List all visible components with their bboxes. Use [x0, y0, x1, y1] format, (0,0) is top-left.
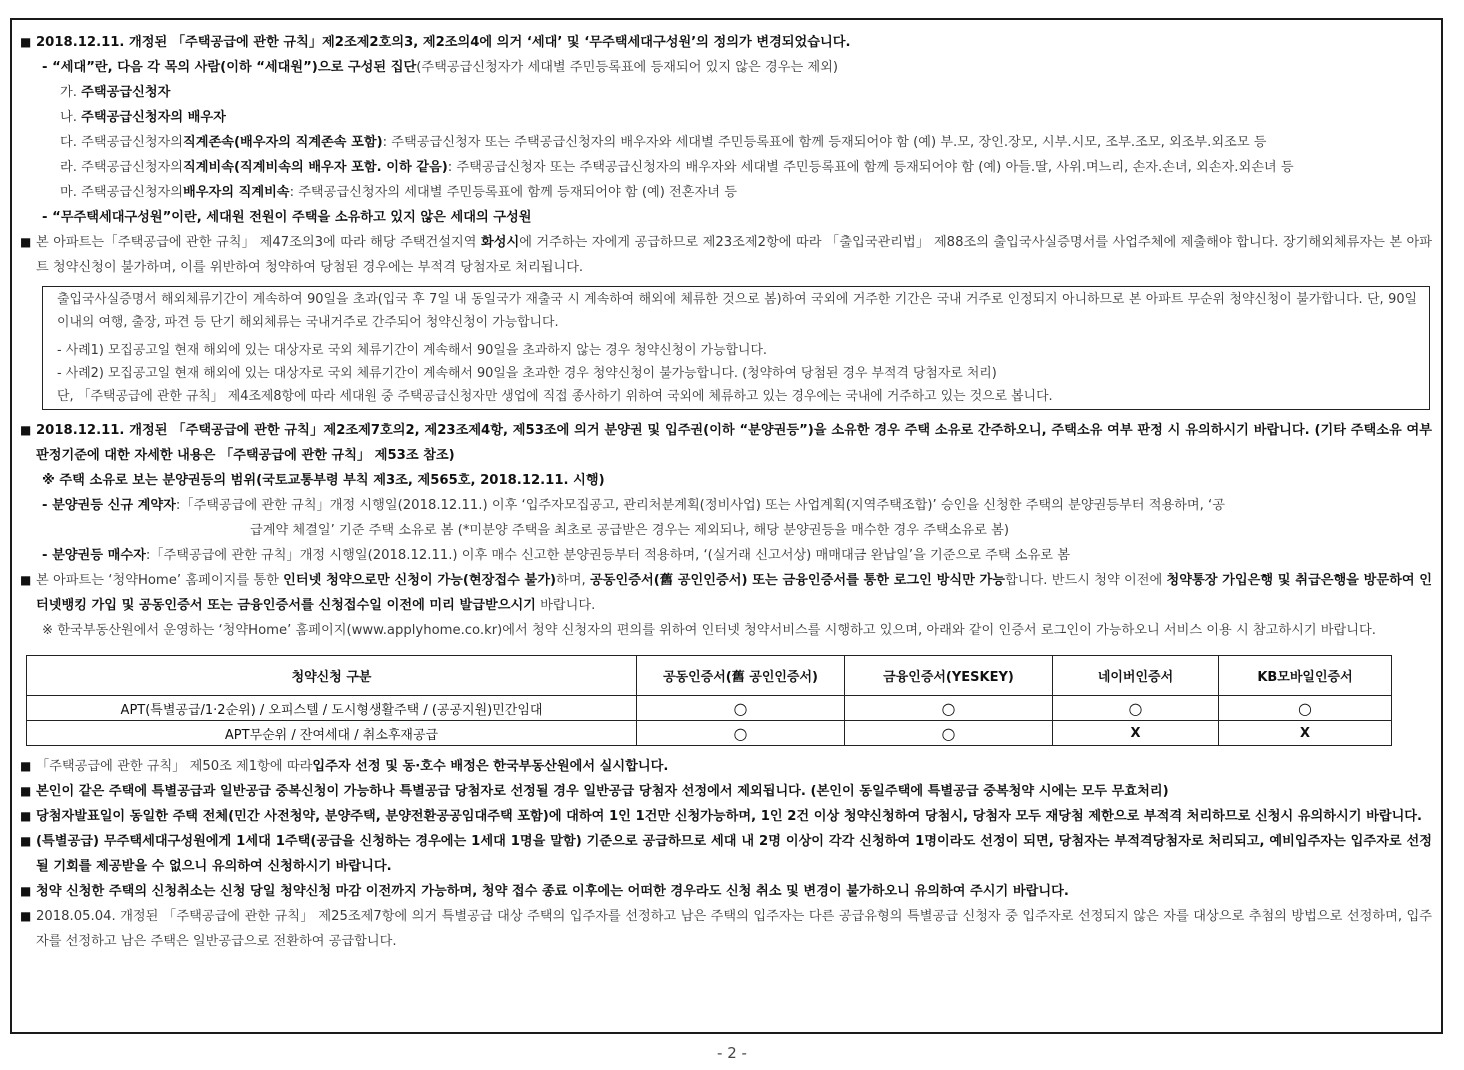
- household-item-ra: 라. 주택공급신청자의 직계비속(직계비속의 배우자 포함. 이하 같음) : 주택공급신청자 또는 주택공급신청자의 배우자와 세대별 주민등록표에 함께 등재되어야 함 (예) 아들.딸, 사위.며느리, 손자.손녀, 외손자.외손녀 등: [60, 160, 1294, 175]
- table-row: [27, 696, 1392, 721]
- col-header-joint-cert: 공동인증서(舊 공인인증서): [637, 656, 845, 696]
- presale-buyer: - 분양권등 매수자 :「주택공급에 관한 규칙」개정 시행일(2018.12.11.) 이후 매수 신고한 분양권등부터 적용하며, ‘(실거래 신고서상) 매매대금 완납일’을 기준으로 주택 소유로 봄: [42, 548, 1070, 563]
- para-household-definition-change: ■ 2018.12.11. 개정된 「주택공급에 관한 규칙」제2조제2호의3, 제2조의4에 의거 ‘세대’ 및 ‘무주택세대구성원’의 정의가 변경되었습니다.: [20, 30, 1432, 55]
- available-mark: ○: [1219, 696, 1392, 721]
- overseas-case-2: - 사례2) 모집공고일 현재 해외에 있는 대상자로 국외 체류기간이 계속해서 90일을 초과한 경우 청약신청이 불가능합니다. (청약하여 당첨된 경우 부적격 당첨자로 처리): [57, 366, 997, 381]
- overseas-stay-notice-box: [42, 286, 1430, 410]
- bullet-square-icon: ■: [20, 35, 32, 49]
- table-row: [27, 721, 1392, 746]
- application-type-cell: APT무순위 / 잔여세대 / 취소후재공급: [27, 721, 637, 746]
- page-number: - 2 -: [717, 1044, 747, 1062]
- available-mark: ○: [637, 721, 845, 746]
- para-online-application: ■ 본 아파트는 ‘청약Home’ 홈페이지를 통한 인터넷 청약으로만 신청이 가능(현장접수 불가)하며, 공동인증서(舊 공인인증서) 또는 금융인증서를 통한 로그인 방식만 가능합니다. 반드시 청약 이전에 청약통장 가입은행 및 취급은행을 방문하여 인터넷뱅킹 가입 및 공동인증서 또는 금융인증서를 신청접수일 이전에 미리 발급받으시기 바랍니다.: [20, 568, 1432, 618]
- presale-new-contract-cont: 급계약 체결일’ 기준 주택 소유로 봄 (*미분양 주택을 최초로 공급받은 경우는 제외되나, 해당 분양권등을 매수한 경우 주택소유로 봄): [250, 523, 1009, 538]
- certificate-table: [26, 655, 1392, 746]
- bullet-square-icon: ■: [20, 884, 32, 898]
- available-mark: ○: [1053, 696, 1219, 721]
- presale-scope-note: ※ 주택 소유로 보는 분양권등의 범위(국토교통부령 부칙 제3조, 제565호, 2018.12.11. 시행): [42, 473, 605, 488]
- presale-new-contract: - 분양권등 신규 계약자 :「주택공급에 관한 규칙」개정 시행일(2018.12.11.) 이후 ‘입주자모집공고, 관리처분계획(정비사업) 또는 사업계획(지역주택조합)’ 승인을 신청한 주택의 분양권등부터 적용하며, ‘공: [42, 498, 1225, 513]
- unavailable-mark: X: [1219, 721, 1392, 746]
- available-mark: ○: [845, 696, 1053, 721]
- para-winner-selection: ■ 「주택공급에 관한 규칙」 제50조 제1항에 따라 입주자 선정 및 동·호수 배정은 한국부동산원에서 실시합니다.: [20, 754, 1432, 779]
- para-remaining-units: ■ 2018.05.04. 개정된 「주택공급에 관한 규칙」 제25조제7항에 의거 특별공급 대상 주택의 입주자를 선정하고 남은 주택의 입주자는 다른 공급유형의 특별공급 신청자 중 입주자로 선정되지 않은 자를 대상으로 추첨의 방법으로 선정하며, 입주자를 선정하고 남은 주택은 일반공급으로 전환하여 공급합니다.: [20, 904, 1432, 954]
- para-cancellation: ■ 청약 신청한 주택의 신청취소는 신청 당일 청약신청 마감 이전까지 가능하며, 청약 접수 종료 이후에는 어떠한 경우라도 신청 취소 및 변경이 불가하오니 유의하여 주시기 바랍니다.: [20, 879, 1432, 904]
- para-duplicate-application: ■ 본인이 같은 주택에 특별공급과 일반공급 중복신청이 가능하나 특별공급 당첨자로 선정될 경우 일반공급 당첨자 선정에서 제외됩니다. (본인이 동일주택에 특별공급 중복청약 시에는 모두 무효처리): [20, 779, 1432, 804]
- para-one-application-rule: ■ 당첨자발표일이 동일한 주택 전체(민간 사전청약, 분양주택, 분양전환공공임대주택 포함)에 대하여 1인 1건만 신청가능하며, 1인 2건 이상 청약신청하여 당첨시, 당첨자 모두 재당첨 제한으로 부적격 처리하므로 신청시 유의하시기 바랍니다.: [20, 804, 1432, 829]
- applyhome-note: ※ 한국부동산원에서 운영하는 ‘청약Home’ 홈페이지(www.applyhome.co.kr)에서 청약 신청자의 편의를 위하여 인터넷 청약서비스를 시행하고 있으며, 아래와 같이 인증서 로그인이 가능하오니 서비스 이용 시 참고하시기 바랍니다.: [42, 623, 1376, 638]
- household-item-ga: 가. 주택공급신청자: [60, 85, 171, 100]
- household-item-ma: 마. 주택공급신청자의 배우자의 직계비속 : 주택공급신청자의 세대별 주민등록표에 함께 등재되어야 함 (예) 전혼자녀 등: [60, 185, 737, 200]
- bullet-square-icon: ■: [20, 759, 32, 773]
- bullet-square-icon: ■: [20, 784, 32, 798]
- overseas-stay-rule: 출입국사실증명서 해외체류기간이 계속하여 90일을 초과(입국 후 7일 내 동일국가 재출국 시 계속하여 해외에 체류한 것으로 봄)하여 국외에 거주한 기간은 국내 거주로 인정되지 아니하므로 본 아파트 무순위 청약신청이 불가합니다. 단, 90일 이내의 여행, 출장, 파견 등 단기 해외체류는 국내거주로 간주되어 청약신청이 가능합니다.: [57, 292, 1417, 330]
- bullet-square-icon: ■: [20, 909, 32, 923]
- col-header-naver-cert: 네이버인증서: [1053, 656, 1219, 696]
- notice-content: [20, 30, 1432, 954]
- overseas-exception: 단, 「주택공급에 관한 규칙」 제4조제8항에 따라 세대원 중 주택공급신청자만 생업에 직접 종사하기 위하여 국외에 체류하고 있는 경우에는 국내에 거주하고 있는 것으로 봅니다.: [57, 389, 1053, 404]
- unavailable-mark: X: [1053, 721, 1219, 746]
- certificate-table-header: [27, 656, 1392, 696]
- household-item-da: 다. 주택공급신청자의 직계존속(배우자의 직계존속 포함) : 주택공급신청자 또는 주택공급신청자의 배우자와 세대별 주민등록표에 함께 등재되어야 함 (예) 부.모, 장인.장모, 시부.시모, 조부.조모, 외조부.외조모 등: [60, 135, 1267, 150]
- available-mark: ○: [637, 696, 845, 721]
- bullet-square-icon: ■: [20, 235, 32, 249]
- bullet-square-icon: ■: [20, 834, 32, 848]
- col-header-financial-cert: 금융인증서(YESKEY): [845, 656, 1053, 696]
- household-item-na: 나. 주택공급신청자의 배우자: [60, 110, 226, 125]
- bullet-square-icon: ■: [20, 573, 32, 587]
- para-presale-rights: ■ 2018.12.11. 개정된 「주택공급에 관한 규칙」제2조제7호의2, 제23조제4항, 제53조에 의거 분양권 및 입주권(이하 “분양권등”)을 소유한 경우 주택 소유로 간주하오니, 주택소유 여부 판정 시 유의하시기 바랍니다. (기타 주택소유 여부 판정기준에 대한 자세한 내용은 「주택공급에 관한 규칙」 제53조 참조): [20, 418, 1432, 468]
- col-header-application-type: 청약신청 구분: [27, 656, 637, 696]
- household-definition: - “세대”란, 다음 각 목의 사람(이하 “세대원”)으로 구성된 집단 (주택공급신청자가 세대별 주민등록표에 등재되어 있지 않은 경우는 제외): [42, 60, 839, 75]
- overseas-case-1: - 사례1) 모집공고일 현재 해외에 있는 대상자로 국외 체류기간이 계속해서 90일을 초과하지 않는 경우 청약신청이 가능합니다.: [57, 343, 768, 358]
- bullet-square-icon: ■: [20, 423, 32, 437]
- application-type-cell: APT(특별공급/1·2순위) / 오피스텔 / 도시형생활주택 / (공공지원)민간임대: [27, 696, 637, 721]
- non-homeowner-definition: - “무주택세대구성원”이란, 세대원 전원이 주택을 소유하고 있지 않은 세대의 구성원: [42, 210, 532, 225]
- notice-frame: [10, 18, 1443, 1034]
- para-residence-requirement: ■ 본 아파트는「주택공급에 관한 규칙」 제47조의3에 따라 해당 주택건설지역 화성시에 거주하는 자에게 공급하므로 제23조제2항에 따라 「출입국관리법」 제88조의 출입국사실증명서를 사업주체에 제출해야 합니다. 장기해외체류자는 본 아파트 청약신청이 불가하며, 이를 위반하여 청약하여 당첨된 경우에는 부적격 당첨자로 처리됩니다.: [20, 230, 1432, 280]
- para-special-supply: ■ (특별공급) 무주택세대구성원에게 1세대 1주택(공급을 신청하는 경우에는 1세대 1명을 말함) 기준으로 공급하므로 세대 내 2명 이상이 각각 신청하여 1명이라도 선정이 되면, 당첨자는 부적격당첨자로 처리되고, 예비입주자는 입주자로 선정될 기회를 제공받을 수 없으니 유의하여 신청하시기 바랍니다.: [20, 829, 1432, 879]
- available-mark: ○: [845, 721, 1053, 746]
- col-header-kb-cert: KB모바일인증서: [1219, 656, 1392, 696]
- bullet-square-icon: ■: [20, 809, 32, 823]
